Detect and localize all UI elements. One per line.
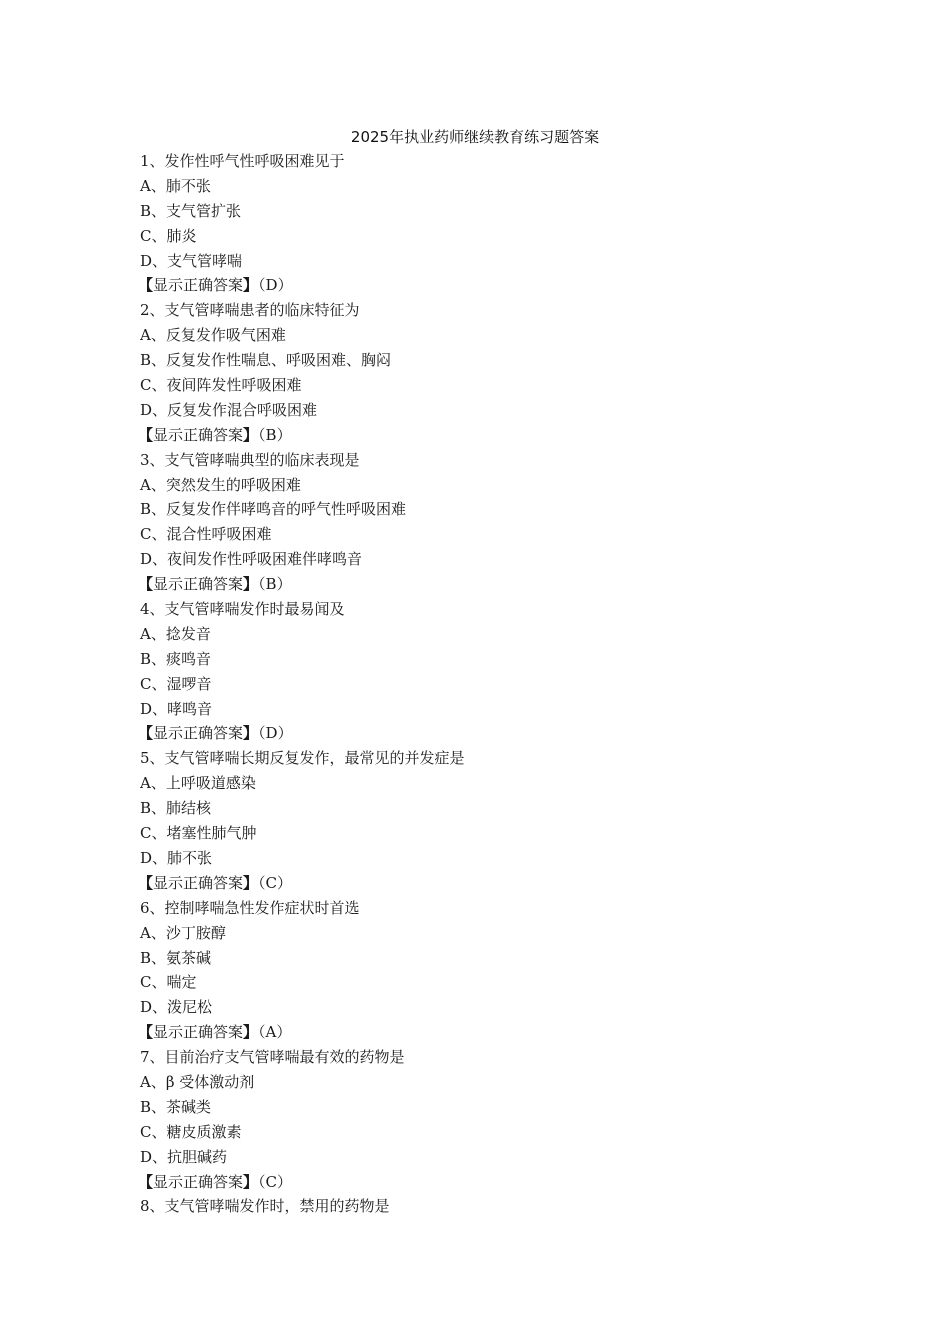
option-d: D、支气管哮喘 [140, 251, 243, 270]
question-block [140, 597, 840, 746]
correct-answer: （B） [258, 575, 292, 594]
option-b: B、支气管扩张 [140, 201, 242, 220]
option-a: A、上呼吸道感染 [140, 774, 256, 793]
question-block [140, 1194, 840, 1219]
question-stem: 3、支气管哮喘典型的临床表现是 [140, 450, 360, 469]
option-a: A、沙丁胺醇 [140, 923, 226, 942]
question-stem: 5、支气管哮喘长期反复发作，最常见的并发症是 [140, 749, 465, 768]
option-c: C、湿啰音 [140, 674, 212, 693]
question-stem: 2、支气管哮喘患者的临床特征为 [140, 301, 360, 320]
option-d: D、反复发作混合呼吸困难 [140, 400, 318, 419]
option-c: C、混合性呼吸困难 [140, 525, 272, 544]
show-answer-label: 显示正确答案 [153, 575, 244, 594]
option-a: A、突然发生的呼吸困难 [140, 475, 301, 494]
question-block [140, 1045, 840, 1194]
question-block [140, 746, 840, 895]
answer-line: 【显示正确答案】（B） [138, 425, 292, 444]
question-stem: 8、支气管哮喘发作时，禁用的药物是 [140, 1197, 390, 1216]
option-a: A、β 受体激动剂 [140, 1072, 255, 1091]
question-block [140, 448, 840, 597]
option-b: B、反复发作伴哮鸣音的呼气性呼吸困难 [140, 500, 407, 519]
question-block [140, 896, 840, 1045]
option-a: A、捻发音 [140, 624, 211, 643]
correct-answer: （B） [258, 425, 292, 444]
show-answer-label: 显示正确答案 [153, 1023, 244, 1042]
question-block [140, 149, 840, 298]
option-a: A、反复发作吸气困难 [140, 326, 286, 345]
answer-line: 【显示正确答案】（C） [138, 1172, 293, 1191]
show-answer-label: 显示正确答案 [153, 425, 244, 444]
option-d: D、泼尼松 [140, 998, 213, 1017]
correct-answer: （D） [258, 276, 293, 295]
option-b: B、茶碱类 [140, 1097, 212, 1116]
show-answer-label: 显示正确答案 [153, 1172, 244, 1191]
option-c: C、堵塞性肺气肿 [140, 824, 257, 843]
show-answer-label: 显示正确答案 [153, 873, 244, 892]
question-stem: 6、控制哮喘急性发作症状时首选 [140, 898, 360, 917]
correct-answer: （C） [258, 1172, 293, 1191]
answer-line: 【显示正确答案】（A） [138, 1023, 292, 1042]
question-block [140, 298, 840, 447]
option-d: D、抗胆碱药 [140, 1147, 228, 1166]
correct-answer: （A） [258, 1023, 292, 1042]
option-c: C、糖皮质激素 [140, 1122, 242, 1141]
option-d: D、肺不张 [140, 848, 213, 867]
document-title: 2025年执业药师继续教育练习题答案 [350, 128, 600, 146]
option-b: B、痰鸣音 [140, 649, 212, 668]
option-d: D、夜间发作性呼吸困难伴哮鸣音 [140, 550, 363, 569]
option-b: B、氨茶碱 [140, 948, 212, 967]
option-b: B、反复发作性喘息、呼吸困难、胸闷 [140, 351, 392, 370]
question-stem: 1、发作性呼气性呼吸困难见于 [140, 152, 345, 170]
correct-answer: （C） [258, 873, 293, 892]
option-b: B、肺结核 [140, 799, 212, 818]
correct-answer: （D） [258, 724, 293, 743]
answer-line: 【显示正确答案】（B） [138, 575, 292, 594]
option-a: A、肺不张 [140, 176, 211, 195]
option-c: C、喘定 [140, 973, 197, 992]
question-stem: 7、目前治疗支气管哮喘最有效的药物是 [140, 1048, 405, 1067]
show-answer-label: 显示正确答案 [153, 276, 244, 295]
option-d: D、哮鸣音 [140, 699, 213, 718]
answer-line: 【显示正确答案】（C） [138, 873, 293, 892]
question-list [140, 149, 840, 1219]
option-c: C、肺炎 [140, 226, 197, 245]
answer-line: 【显示正确答案】（D） [138, 724, 293, 743]
option-c: C、夜间阵发性呼吸困难 [140, 376, 302, 395]
question-stem: 4、支气管哮喘发作时最易闻及 [140, 600, 345, 619]
answer-line: 【显示正确答案】（D） [138, 276, 293, 295]
show-answer-label: 显示正确答案 [153, 724, 244, 743]
